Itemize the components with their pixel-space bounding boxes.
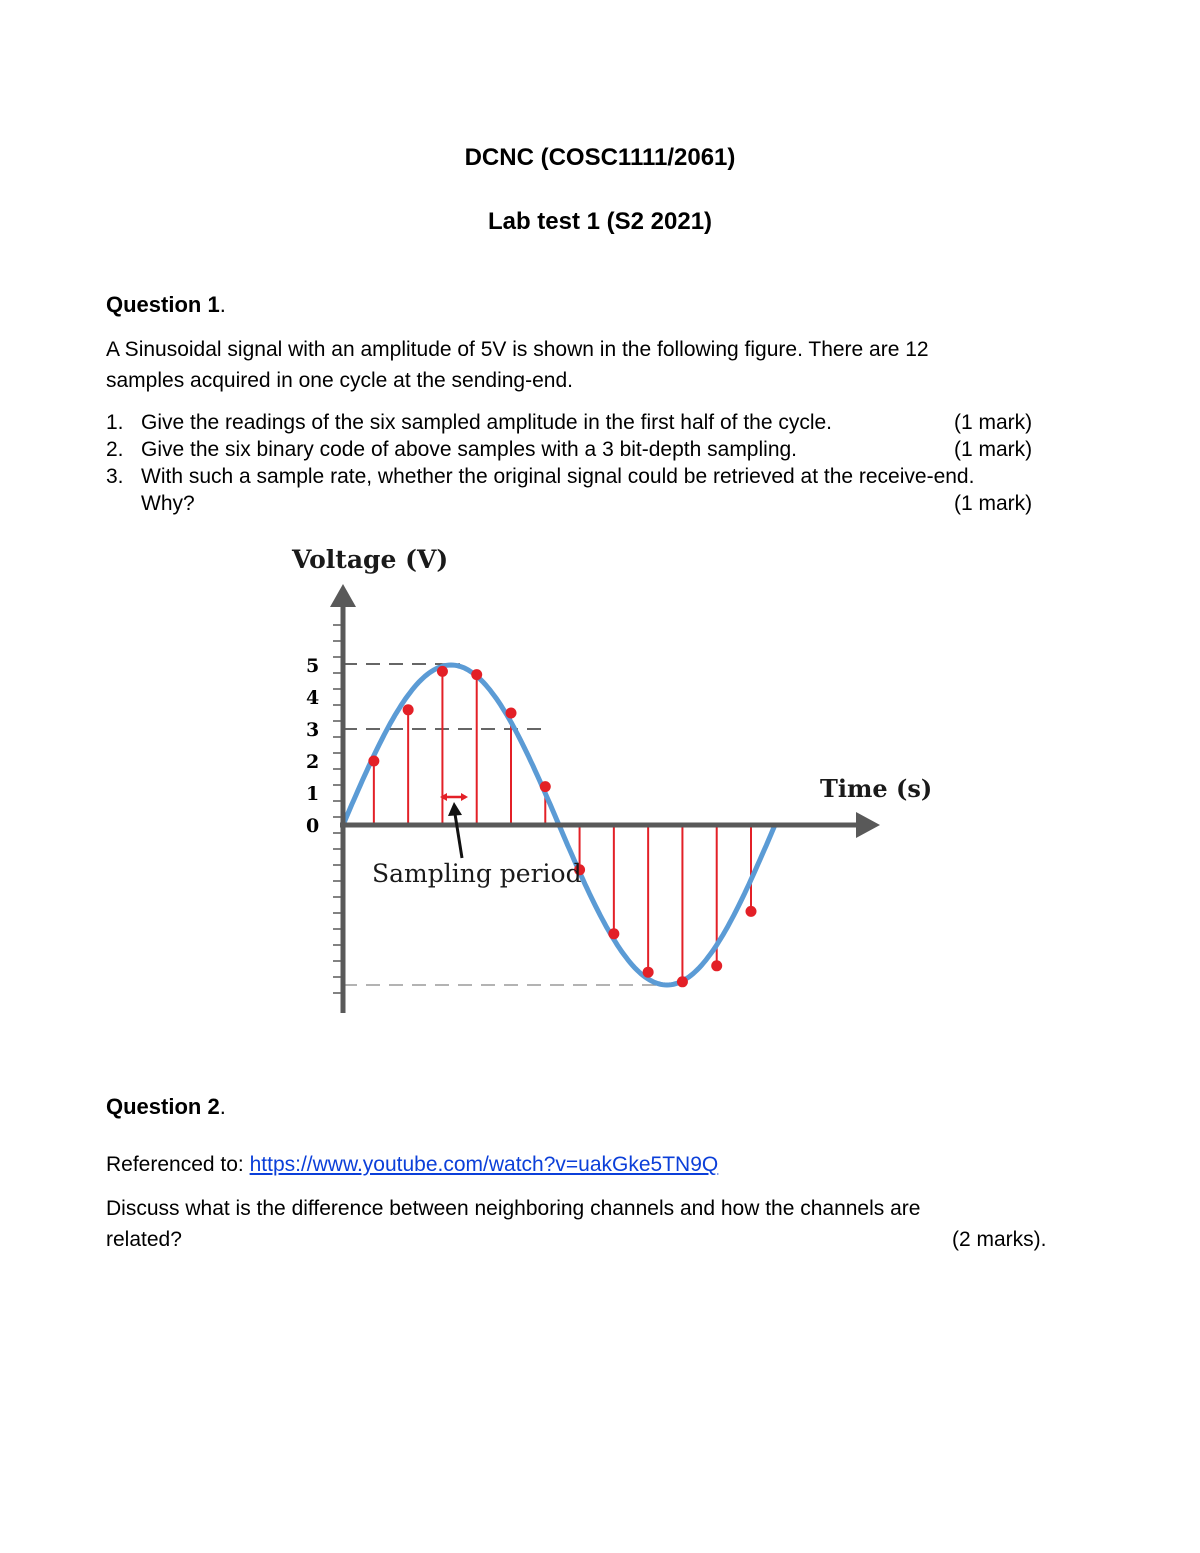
y-tick-label: 1 xyxy=(306,783,320,805)
sample-point xyxy=(403,704,414,715)
course-title: DCNC (COSC1111/2061) xyxy=(464,144,736,171)
sample-point xyxy=(608,928,619,939)
x-axis-arrow xyxy=(856,812,880,838)
question-1-heading-suffix: . xyxy=(219,292,226,317)
sample-point xyxy=(711,960,722,971)
sampling-period-arrow-left xyxy=(440,793,447,801)
question-2-body-line-1: Discuss what is the difference between neighboring channels and how the channels are xyxy=(106,1197,921,1220)
item-mark: (1 mark) xyxy=(954,492,1033,515)
sample-point xyxy=(677,976,688,987)
item-text: Give the readings of the six sampled amplitude in the first half of the cycle. xyxy=(141,411,833,434)
y-tick-label: 2 xyxy=(306,751,320,773)
reference-link[interactable]: https://www.youtube.com/watch?v=uakGke5TN9Q xyxy=(249,1153,719,1176)
sample-point xyxy=(368,756,379,767)
y-axis-label: Voltage (V) xyxy=(292,545,449,574)
test-title: Lab test 1 (S2 2021) xyxy=(487,208,713,235)
sample-point xyxy=(506,708,517,719)
question-1-heading-text: Question 1 xyxy=(106,292,220,317)
sampling-period-label: Sampling period xyxy=(372,859,582,888)
item-mark: (1 mark) xyxy=(954,438,1033,461)
y-tick-label: 5 xyxy=(306,655,320,677)
item-number: 1. xyxy=(106,411,124,434)
item-number: 2. xyxy=(106,438,124,461)
y-tick-label: 3 xyxy=(306,719,320,741)
item-text: With such a sample rate, whether the original signal could be retrieved at the receive-end. xyxy=(141,465,975,488)
x-axis-label: Time (s) xyxy=(820,774,933,803)
question-2-body-line-2-row xyxy=(106,1224,1066,1255)
y-tick-label: 4 xyxy=(306,687,320,709)
sample-point xyxy=(471,669,482,680)
sampling-period-arrow-right xyxy=(461,793,468,801)
question-1-intro-line-1: A Sinusoidal signal with an amplitude of 5V is shown in the following figure. There are 12 xyxy=(106,338,929,361)
reference-label: Referenced to: xyxy=(106,1153,250,1176)
question-2-reference xyxy=(106,1149,1066,1180)
question-2-body xyxy=(106,1193,1066,1255)
sample-point xyxy=(540,781,551,792)
question-1-intro-line-2: samples acquired in one cycle at the sending-end. xyxy=(106,369,573,392)
y-tick-labels xyxy=(306,655,319,837)
sample-point xyxy=(643,967,654,978)
sample-point xyxy=(746,906,757,917)
question-2-heading-suffix: . xyxy=(219,1094,226,1119)
item-mark: (1 mark) xyxy=(954,411,1033,434)
item-text-continued: Why? xyxy=(141,492,195,515)
item-number: 3. xyxy=(106,465,124,488)
annotation-pointer-head xyxy=(448,802,462,816)
question-2-heading-text: Question 2 xyxy=(106,1094,220,1119)
y-axis-arrow xyxy=(330,584,356,607)
question-2-mark: (2 marks). xyxy=(952,1228,1047,1251)
item-text: Give the six binary code of above samples with a 3 bit-depth sampling. xyxy=(141,438,798,461)
question-2-heading xyxy=(106,1094,226,1120)
question-2-body-line-2: related? xyxy=(106,1228,182,1251)
annotation-pointer xyxy=(455,814,462,858)
sample-point xyxy=(437,666,448,677)
y-tick-label: 0 xyxy=(306,815,320,837)
